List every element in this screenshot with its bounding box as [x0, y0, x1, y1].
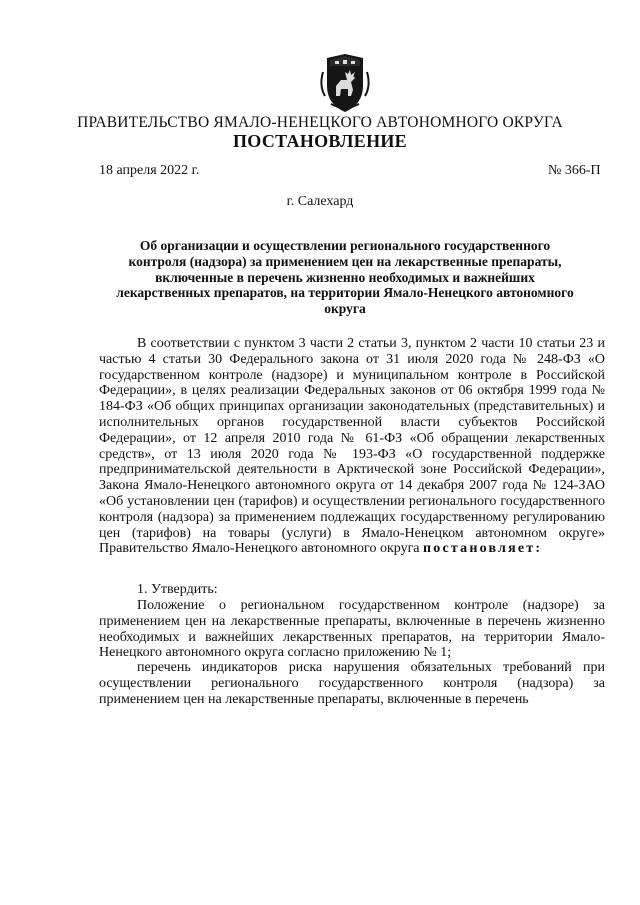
document-number: № 366-П: [548, 163, 601, 178]
preamble-paragraph: [99, 336, 605, 557]
item-1-paragraph-a: Положение о региональном государственном контроле (надзоре) за применением цен на лекарственные препараты, включенные в перечень жизненно необходимых и важнейших лекарственных препаратов, на территории Ямало-Ненецкого автономного округа согласно приложению № 1;: [99, 598, 605, 661]
yamal-nenets-coat-of-arms-icon: [317, 52, 373, 114]
resolves-word: постановляет:: [423, 541, 543, 557]
document-date: 18 апреля 2022 г.: [99, 163, 200, 178]
document-title: Об организации и осуществлении регионального государственного контроля (надзора) за применением цен на лекарственные препараты, включенные в перечень жизненно необходимых и важнейших лекарственных препаратов, на территории Ямало-Ненецкого автономного округа: [116, 238, 574, 317]
document-type: ПОСТАНОВЛЕНИЕ: [233, 131, 407, 151]
document-city: г. Салехард: [286, 194, 354, 209]
item-1-heading: 1. Утвердить:: [137, 582, 218, 597]
preamble-text: В соответствии с пунктом 3 части 2 статьи 3, пунктом 2 части 10 статьи 23 и частью 4 статьи 30 Федерального закона от 31 июля 2020 года № 248-ФЗ «О государственном контроле (надзоре) и муниципальном контроле в Российской Федерации», в целях реализации Федеральных законов от 06 октября 1999 года № 184-ФЗ «Об общих принципах организации законодательных (представительных) и исполнительных органов государственной власти субъектов Российской Федерации», от 12 апреля 2010 года № 61-ФЗ «Об обращении лекарственных средств», от 13 июля 2020 года № 193-ФЗ «О государственной поддержке предпринимательской деятельности в Арктической зоне Российской Федерации», Закона Ямало-Ненецкого автономного округа от 14 декабря 2007 года № 124-ЗАО «Об установлении цен (тарифов) и осуществлении регионального государственного контроля (надзора) за применением подлежащих государственному регулированию цен (тарифов) на товары (услуги) в Ямало-Ненецком автономном округе» Правительство Ямало-Ненецкого автономного округа: [99, 336, 605, 557]
government-name: ПРАВИТЕЛЬСТВО ЯМАЛО-НЕНЕЦКОГО АВТОНОМНОГО ОКРУГА: [77, 114, 563, 131]
item-1-paragraph-b: перечень индикаторов риска нарушения обязательных требований при осуществлении регионального государственного контроля (надзора) за применением цен на лекарственные препараты, включенные в перечень: [99, 660, 605, 707]
